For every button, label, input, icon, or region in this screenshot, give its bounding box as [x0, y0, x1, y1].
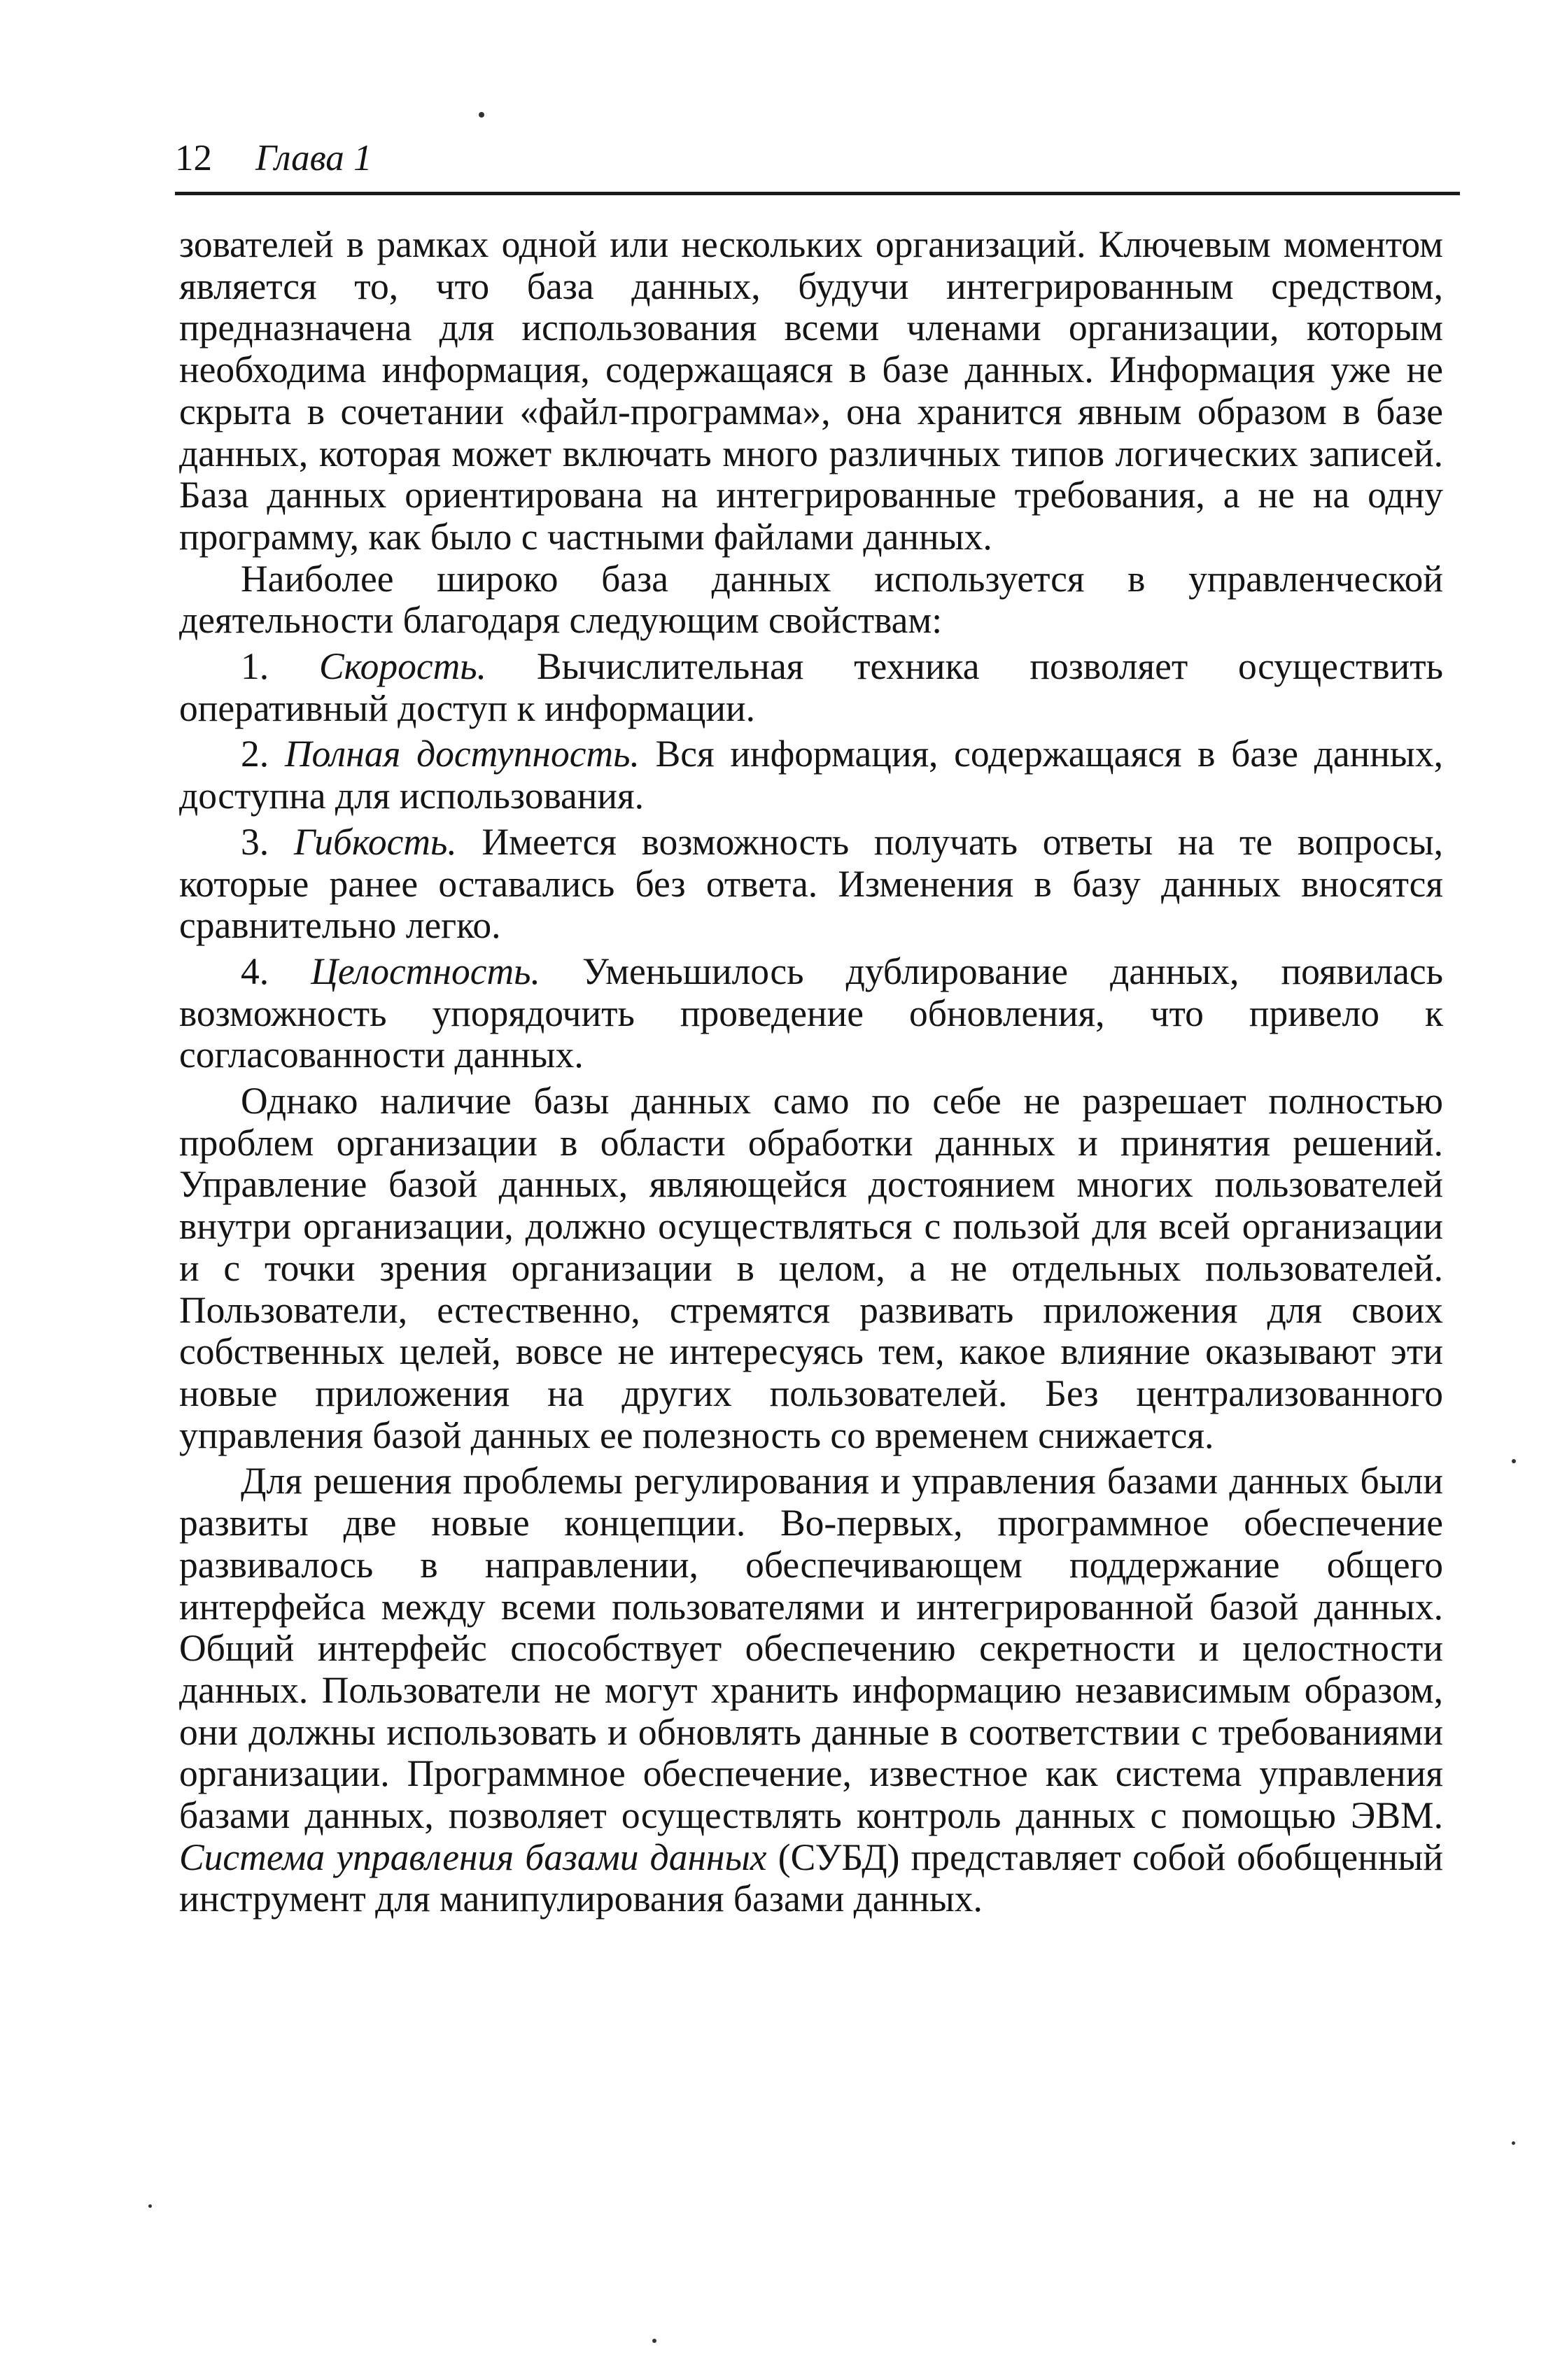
paragraph-management: Однако наличие базы данных само по себе не разрешает полностью проблем организации в области обработки данных и принятия решений. Управление базой данных, являющейся достоянием многих пользователей внутри организации, должно осуществляться с пользой для всей организации и с точки зрения организации в целом, а не отдельных пользователей. Пользователи, естественно, стремятся развивать приложения для своих собственных целей, вовсе не интересуясь тем, какое влияние оказывают эти новые приложения на других пользователей. Без централизованного управления базой данных ее полезность со временем снижается. [179, 1080, 1443, 1456]
list-item-title: Полная доступность. [284, 733, 640, 775]
list-item-availability [179, 733, 1443, 817]
scan-speck [479, 112, 484, 118]
scan-speck [1512, 2141, 1515, 2145]
dbms-text-part1: Для решения проблемы регулирования и управления базами данных были развиты две новые концепции. Во-первых, программное обеспечение развивалось в направлении, обеспечивающем поддержание общего интерфейса между всеми пользователями и интегрированной базой данных. Общий интерфейс способствует обеспечению секретности и целостности данных. Пользователи не могут хранить информацию независимым образом, они должны использовать и обновлять данные в соответствии с требованиями организации. Программное обеспечение, известное как система управления базами данных, позволяет осуществлять контроль данных с помощью ЭВМ. [179, 1460, 1443, 1837]
page-number: 12 [175, 138, 212, 178]
paragraph-dbms [179, 1460, 1443, 1920]
scan-speck [148, 2204, 152, 2208]
list-item-text: Уменьшилось дублирование данных, появилась возможность упорядочить проведение обновления, что привело к согласованности данных. [179, 950, 1443, 1076]
list-item-number: 3. [241, 820, 269, 863]
chapter-label: Глава 1 [255, 138, 372, 178]
running-head [175, 137, 1460, 193]
list-item-text: Имеется возможность получать ответы на те вопросы, которые ранее оставались без ответа. Изменения в базу данных вносятся сравнительно легко. [179, 820, 1444, 947]
list-item-integrity [179, 951, 1443, 1076]
list-item-text: Вычислительная техника позволяет осуществить оперативный доступ к информации. [179, 645, 1444, 729]
paragraph-properties-intro: Наиболее широко база данных используется в управленческой деятельности благодаря следующим свойствам: [179, 557, 1443, 642]
list-item-flexibility [179, 822, 1443, 947]
scan-speck [652, 2339, 656, 2343]
list-item-title: Гибкость. [293, 820, 457, 863]
scan-speck [1512, 1459, 1516, 1463]
list-item-text: Вся информация, содержащаяся в базе данных, доступна для использования. [179, 733, 1443, 817]
header-rule [175, 192, 1460, 195]
dbms-text-part2: (СУБД) представляет собой обобщенный инструмент для манипулирования базами данных. [179, 1836, 1443, 1920]
dbms-term: Система управления базами данных [179, 1836, 767, 1878]
list-item-number: 4. [241, 950, 269, 992]
list-item-number: 2. [241, 733, 269, 775]
page-body [179, 224, 1443, 1920]
list-item-title: Скорость. [318, 645, 486, 688]
list-item-speed [179, 646, 1443, 729]
paragraph-continued: зователей в рамках одной или нескольких организаций. Ключевым моментом является то, что база данных, будучи интегрированным средством, предназначена для использования всеми членами организации, которым необходима информация, содержащаяся в базе данных. Информация уже не скрыта в сочетании «файл-программа», она хранится явным образом в базе данных, которая может включать много различных типов логических записей. База данных ориентирована на интегрированные требования, а не на одну программу, как было с частными файлами данных. [179, 223, 1443, 558]
list-item-title: Целостность. [311, 950, 540, 992]
list-item-number: 1. [241, 645, 269, 688]
